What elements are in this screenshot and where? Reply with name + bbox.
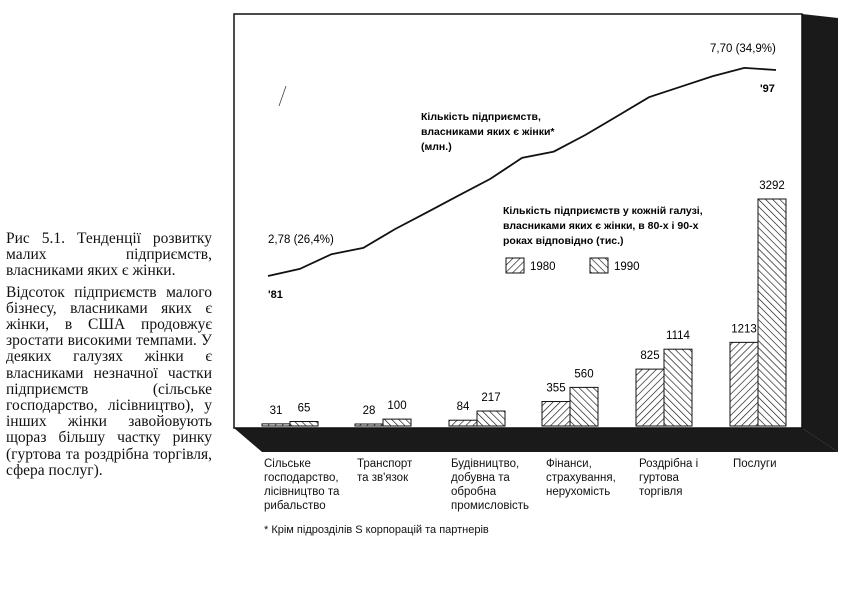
bar-value-1980-cat4: 825 bbox=[640, 350, 660, 363]
line-end-label: 7,70 (34,9%) bbox=[710, 43, 776, 55]
category-label: Послуги bbox=[733, 458, 777, 470]
line-title-2: власниками яких є жінки* bbox=[421, 126, 555, 138]
footnote: * Крім підрозділів S корпорацій та партнерів bbox=[264, 524, 489, 536]
bar-1980-cat1 bbox=[355, 424, 383, 426]
bar-value-1990-cat0: 65 bbox=[297, 402, 311, 415]
bar-1990-cat1 bbox=[383, 419, 411, 426]
category-label: Сільське господарство, лісівництво та рибальство bbox=[264, 458, 340, 512]
line-start-label: 2,78 (26,4%) bbox=[268, 234, 334, 246]
legend-label-1980: 1980 bbox=[530, 261, 556, 273]
line-start-year: '81 bbox=[268, 289, 283, 301]
bar-1980-cat2 bbox=[449, 420, 477, 426]
bar-value-1990-cat3: 560 bbox=[574, 368, 594, 381]
category-label: Будівництво, добувна та обробна промисловість bbox=[451, 458, 530, 512]
bar-1990-cat2 bbox=[477, 411, 505, 426]
legend-swatch-1980 bbox=[506, 258, 524, 273]
caption-title: Рис 5.1. Тенденції розвитку малих підприємств, власниками яких є жінки. bbox=[6, 230, 212, 280]
category-label: Транспорт та зв'язок bbox=[357, 458, 413, 484]
bar-value-1990-cat4: 1114 bbox=[666, 330, 690, 343]
bar-1990-cat4 bbox=[664, 349, 692, 426]
caption-body: Відсоток підприємств малого бізнесу, власниками яких є жінки, в США продовжує зростати високими темпами. У деяких галузях жінки є власниками незначної частки підприємств (сільське господарство, лісівництво), у інших жінки завойовують щораз більшу частку ринку (гуртова та роздрібна торгівля, сфера послуг). bbox=[6, 283, 212, 479]
bar-1980-cat3 bbox=[542, 402, 570, 426]
category-label: Фінанси, страхування, нерухомість bbox=[546, 458, 616, 498]
bar-value-1980-cat0: 31 bbox=[269, 404, 283, 417]
bar-value-1990-cat5: 3292 bbox=[759, 180, 785, 192]
bar-value-1980-cat1: 28 bbox=[362, 405, 376, 417]
frame-shadow-right bbox=[802, 14, 838, 452]
bar-value-1990-cat1: 100 bbox=[387, 400, 407, 413]
bar-title-2: власниками яких є жінки, в 80-х і 90-х bbox=[503, 220, 699, 232]
bar-value-1990-cat2: 217 bbox=[481, 392, 501, 405]
bar-1990-cat5 bbox=[758, 199, 786, 426]
bar-1990-cat3 bbox=[570, 387, 598, 426]
legend-label-1990: 1990 bbox=[614, 261, 640, 273]
bar-value-1980-cat2: 84 bbox=[456, 401, 470, 414]
line-title-3: (млн.) bbox=[421, 141, 452, 153]
bar-1980-cat5 bbox=[730, 342, 758, 426]
bar-value-1980-cat3: 355 bbox=[546, 382, 566, 395]
bar-value-1980-cat5: 1213 bbox=[731, 323, 757, 336]
bar-1980-cat0 bbox=[262, 424, 290, 426]
line-title-1: Кількість підприємств, bbox=[421, 111, 541, 123]
bar-title-1: Кількість підприємств у кожній галузі, bbox=[503, 205, 703, 217]
legend-swatch-1990 bbox=[590, 258, 608, 273]
line-end-year: '97 bbox=[760, 83, 775, 95]
category-label: Роздрібна і гуртова торгівля bbox=[639, 458, 699, 498]
bar-title-3: роках відповідно (тис.) bbox=[503, 235, 624, 247]
bar-1990-cat0 bbox=[290, 422, 318, 426]
frame-shadow-bottom bbox=[234, 428, 838, 452]
bar-1980-cat4 bbox=[636, 369, 664, 426]
